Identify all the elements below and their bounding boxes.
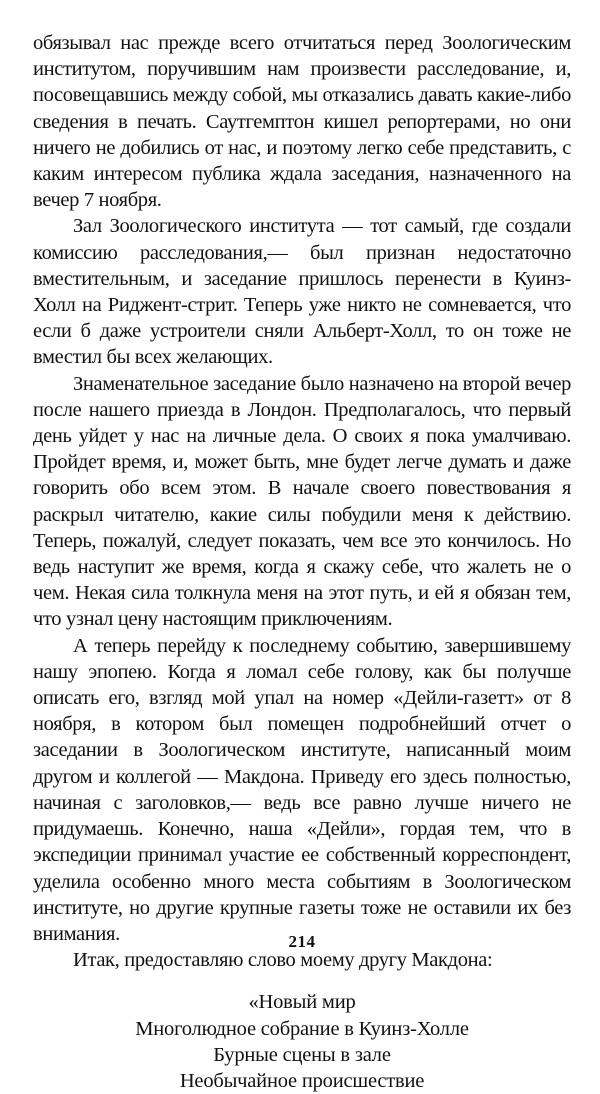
- heading-extraordinary-incident: Необычайное происшествие: [179, 1069, 425, 1092]
- heading-crowded-meeting: Многолюдное собрание в Куинз-Холле: [135, 1017, 469, 1040]
- paragraph-meeting-date: Знаменательное заседание было назначено на второй вечер после нашего приезда в Лондон. Предполагалось, что первый день уйдет у нас на личные дела. О своих я пока умалчиваю. Пройдет время, и, может быть, мне будет легче думать и даже говорить обо всем этом. В начале своего повествования я раскрыл читателю, какие силы побудили меня к действию. Теперь, пожалуй, следует показать, чем все это кончилось. Но ведь наступит же время, когда я скажу себе, что жалеть не о чем. Некая сила толкнула меня на этот путь, и ей я обязан тем, что узнал цену настоящим приключениям.: [33, 372, 571, 631]
- book-page: [33, 30, 571, 1092]
- paragraph-continuation: обязывал нас прежде всего отчитаться перед Зоологическим институтом, поручившим нам произвести расследование, и, посовещавшись между собой, мы отказались давать какие-либо сведения в печать. Саутгемптон кишел репортерами, но они ничего не добились от нас, и поэтому легко себе представить, с каким интересом публика ждала заседания, назначенного на вечер 7 ноября.: [33, 32, 571, 212]
- paragraph-daily-gazette: А теперь перейду к последнему событию, завершившему нашу эпопею. Когда я ломал себе голову, как бы получше описать его, взгляд мой упал на номер «Дейли-газетт» от 8 ноября, в котором был помещен подробнейший отчет о заседании в Зоологическом институте, написанный моим другом и коллегой — Макдона. Приведу его здесь полностью, начиная с заголовков,— ведь все равно лучше ничего не придумаешь. Конечно, наша «Дейли», гордая тем, что в экспедиции принимал участие ее собственный корреспондент, уделила особенно много места событиям в Зоологическом институте, но другие крупные газеты тоже не оставили их без внимания.: [33, 634, 571, 945]
- heading-new-world: «Новый мир: [248, 991, 356, 1014]
- paragraph-zoological-hall: Зал Зоологического института — тот самый, где создали комиссию расследования,— был признан недостаточно вместительным, и заседание пришлось перенести в Куинз-Холл на Риджент-стрит. Теперь уже никто не сомневается, что если б даже устроители сняли Альберт-Холл, то он тоже не вместил бы всех желающих.: [33, 215, 571, 369]
- paragraph-intro-macdona: Итак, предоставляю слово моему другу Макдона:: [73, 949, 493, 972]
- article-headings: [33, 989, 571, 1094]
- heading-stormy-scenes: Бурные сцены в зале: [213, 1043, 391, 1066]
- page-number: 214: [288, 932, 316, 951]
